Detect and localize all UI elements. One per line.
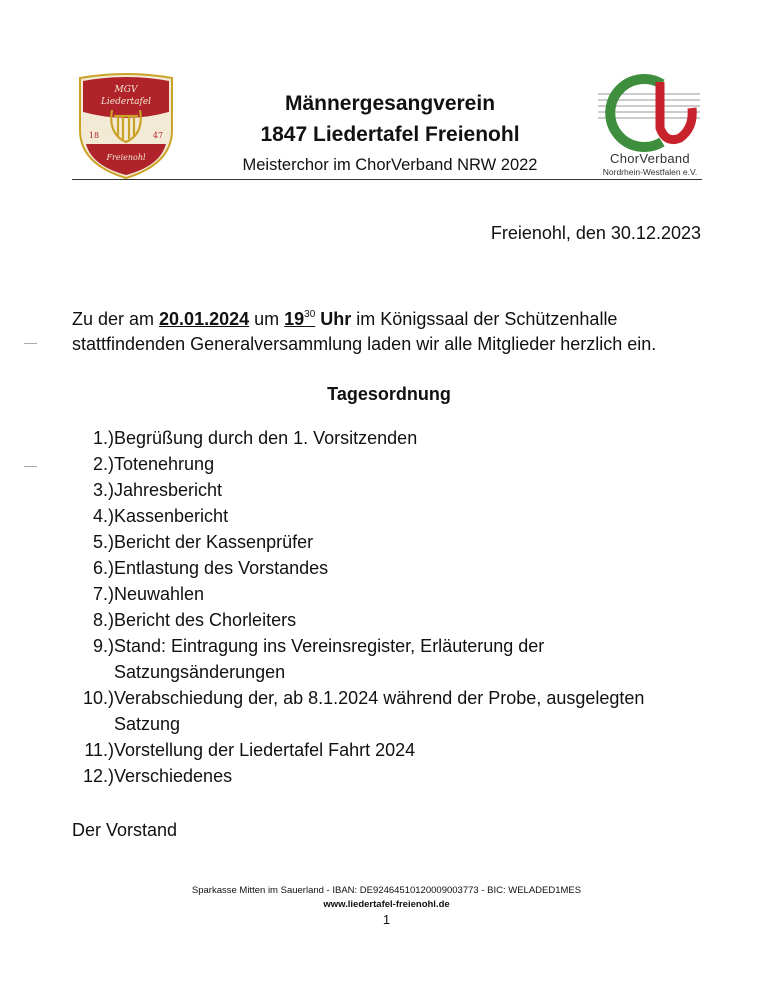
intro-text: Zu der am (72, 309, 160, 329)
agenda-number: 7.) (92, 584, 114, 604)
agenda-number: 5.) (92, 532, 114, 552)
chorverband-sub: Nordrhein-Westfalen e.V. (602, 167, 698, 177)
agenda-text: Stand: Eintragung ins Vereinsregister, Erläuterung der Satzungsänderungen (114, 636, 545, 682)
crest-year-left: 18 (88, 131, 100, 140)
agenda-text: Vorstellung der Liedertafel Fahrt 2024 (114, 740, 416, 760)
agenda-text: Entlastung des Vorstandes (114, 558, 329, 578)
agenda-item (72, 581, 712, 607)
agenda-item (72, 529, 712, 555)
date-line: Freienohl, den 30.12.2023 (490, 223, 701, 243)
margin-mark (24, 343, 37, 344)
closing-signature: Der Vorstand (72, 820, 178, 840)
liedertafel-crest-logo (72, 72, 180, 182)
agenda-number: 6.) (92, 558, 114, 578)
agenda-item (72, 477, 712, 503)
meeting-minutes: 30 (304, 309, 316, 320)
agenda-text: Totenehrung (114, 454, 215, 474)
page-number: 1 (382, 912, 391, 927)
club-subtitle: Meisterchor im ChorVerband NRW 2022 (242, 156, 538, 174)
club-name-line2: 1847 Liedertafel Freienohl (260, 123, 520, 146)
crest-top-text-2: Liedertafel (100, 97, 152, 107)
agenda-item (72, 555, 712, 581)
agenda-number: 4.) (92, 506, 114, 526)
meeting-hour: 19 (284, 309, 305, 329)
agenda-item (72, 685, 712, 737)
agenda-number: 2.) (92, 454, 114, 474)
agenda-number: 12.) (82, 766, 114, 786)
agenda-text: Neuwahlen (114, 584, 205, 604)
crest-year-right: 47 (152, 131, 164, 140)
agenda-item (72, 451, 712, 477)
agenda-text: Bericht der Kassenprüfer (114, 532, 314, 552)
agenda-text: Kassenbericht (114, 506, 229, 526)
agenda-item (72, 763, 712, 789)
agenda-text: Verschiedenes (114, 766, 233, 786)
meeting-uhr: Uhr (315, 309, 352, 329)
agenda-text: Verabschiedung der, ab 8.1.2024 während der Probe, ausgelegten Satzung (114, 688, 645, 734)
footer-bank-details: Sparkasse Mitten im Sauerland - IBAN: DE92464510120009003773 - BIC: WELADED1MES (191, 885, 582, 896)
agenda-item (72, 633, 712, 685)
agenda-item (72, 737, 712, 763)
invitation-paragraph (72, 307, 712, 357)
agenda-number: 9.) (92, 636, 114, 656)
agenda-title: Tagesordnung (327, 384, 451, 404)
header-divider (72, 179, 702, 180)
agenda-text: Bericht des Chorleiters (114, 610, 297, 630)
agenda-text: Jahresbericht (114, 480, 223, 500)
margin-mark (24, 466, 37, 467)
chorverband-name: ChorVerband (610, 151, 690, 166)
agenda-number: 8.) (92, 610, 114, 630)
crest-bottom-text: Freienohl (106, 153, 146, 162)
agenda-text: Begrüßung durch den 1. Vorsitzenden (114, 428, 418, 448)
agenda-list (72, 425, 712, 789)
agenda-item (72, 503, 712, 529)
crest-top-text: MGV (114, 85, 138, 95)
agenda-number: 10.) (82, 688, 114, 708)
agenda-item (72, 425, 712, 451)
agenda-number: 3.) (92, 480, 114, 500)
intro-text: um (249, 309, 285, 329)
agenda-number: 1.) (92, 428, 114, 448)
agenda-item (72, 607, 712, 633)
footer-website-link[interactable]: www.liedertafel-freienohl.de (323, 899, 450, 910)
agenda-number: 11.) (84, 740, 114, 760)
meeting-date: 20.01.2024 (159, 309, 250, 329)
intro-text: im Königssaal der Schützenhalle stattfindenden Generalversammlung laden wir alle Mitglieder herzlich ein. (72, 309, 657, 354)
club-name-line1: Männergesangverein (284, 92, 496, 115)
